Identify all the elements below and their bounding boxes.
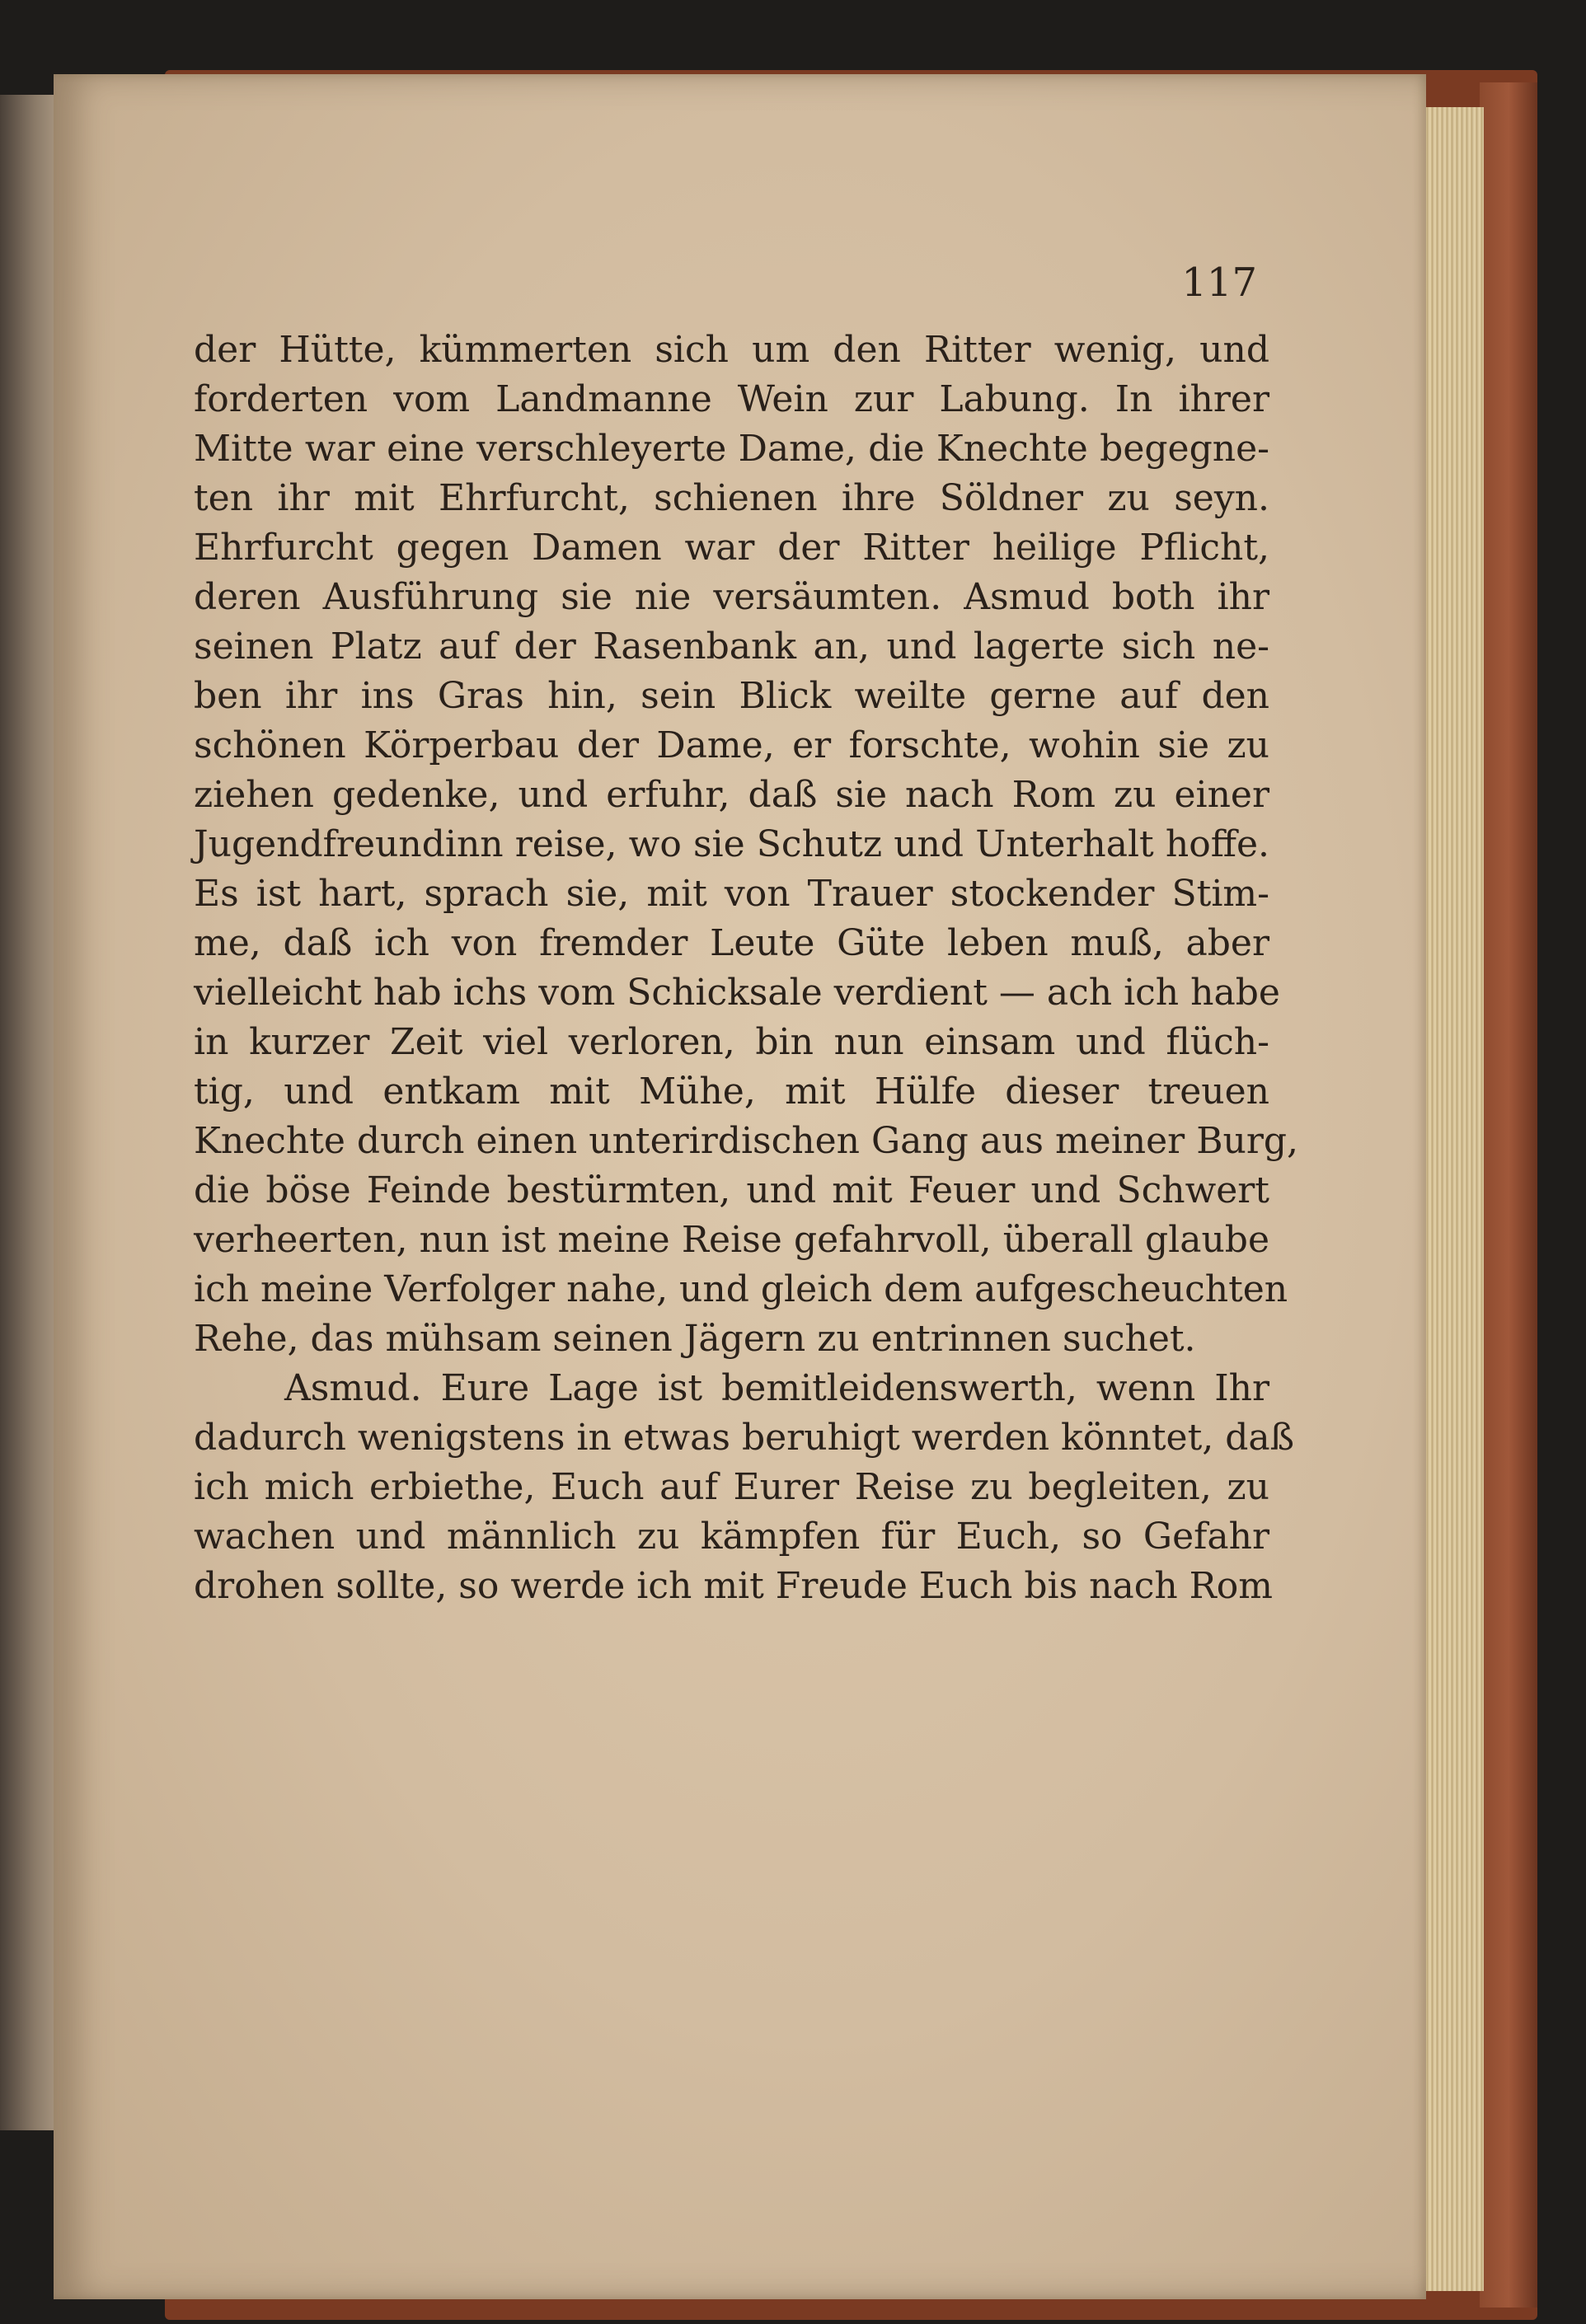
page-edges: [1418, 107, 1484, 2291]
text-line: Jugendfreundinn reise, wo sie Schutz und Unterhalt hoffe.: [194, 823, 1269, 865]
text-line: forderten vom Landmanne Wein zur Labung. In ihrer: [194, 378, 1269, 420]
text-line: der Hütte, kümmerten sich um den Ritter wenig, und: [194, 329, 1269, 371]
text-line: drohen sollte, so werde ich mit Freude Euch bis nach Rom: [194, 1565, 1274, 1607]
text-line: ich mich erbiethe, Euch auf Eurer Reise zu begleiten, zu: [194, 1466, 1269, 1508]
text-line: Asmud. Eure Lage ist bemitleidenswerth, wenn Ihr: [284, 1367, 1269, 1409]
text-line: ich meine Verfolger nahe, und gleich dem aufgescheuchten: [194, 1268, 1288, 1310]
text-line: seinen Platz auf der Rasenbank an, und lagerte sich ne-: [194, 626, 1269, 668]
text-line: Knechte durch einen unterirdischen Gang aus meiner Burg,: [194, 1120, 1299, 1162]
text-line: tig, und entkam mit Mühe, mit Hülfe dieser treuen: [194, 1071, 1269, 1113]
text-line: Rehe, das mühsam seinen Jägern zu entrinnen suchet.: [194, 1318, 1196, 1360]
text-line: vielleicht hab ichs vom Schicksale verdient — ach ich habe: [194, 972, 1280, 1014]
text-line: deren Ausführung sie nie versäumten. Asmud both ihr: [194, 576, 1269, 618]
book-cover-edge: [1480, 82, 1537, 2308]
page-number: 117: [1181, 260, 1257, 306]
text-line: wachen und männlich zu kämpfen für Euch, so Gefahr: [194, 1516, 1269, 1558]
text-line: Es ist hart, sprach sie, mit von Trauer stockender Stim-: [194, 873, 1269, 915]
text-line: Ehrfurcht gegen Damen war der Ritter heilige Pflicht,: [194, 527, 1269, 569]
text-line: dadurch wenigstens in etwas beruhigt werden könntet, daß: [194, 1417, 1295, 1459]
text-line: ziehen gedenke, und erfuhr, daß sie nach Rom zu einer: [194, 774, 1269, 816]
text-line: verheerten, nun ist meine Reise gefahrvoll, überall glaube: [194, 1219, 1269, 1261]
text-line: Mitte war eine verschleyerte Dame, die Knechte begegne-: [194, 428, 1269, 470]
text-line: die böse Feinde bestürmten, und mit Feuer und Schwert: [194, 1169, 1269, 1211]
text-line: schönen Körperbau der Dame, er forschte, wohin sie zu: [194, 724, 1269, 766]
text-line: me, daß ich von fremder Leute Güte leben muß, aber: [194, 922, 1269, 964]
facing-page-edge: [0, 95, 58, 2130]
text-line: ben ihr ins Gras hin, sein Blick weilte gerne auf den: [194, 675, 1269, 717]
text-line: in kurzer Zeit viel verloren, bin nun einsam und flüch-: [194, 1021, 1269, 1063]
body-text: [194, 326, 1299, 1891]
text-line: ten ihr mit Ehrfurcht, schienen ihre Söldner zu seyn.: [194, 477, 1269, 519]
